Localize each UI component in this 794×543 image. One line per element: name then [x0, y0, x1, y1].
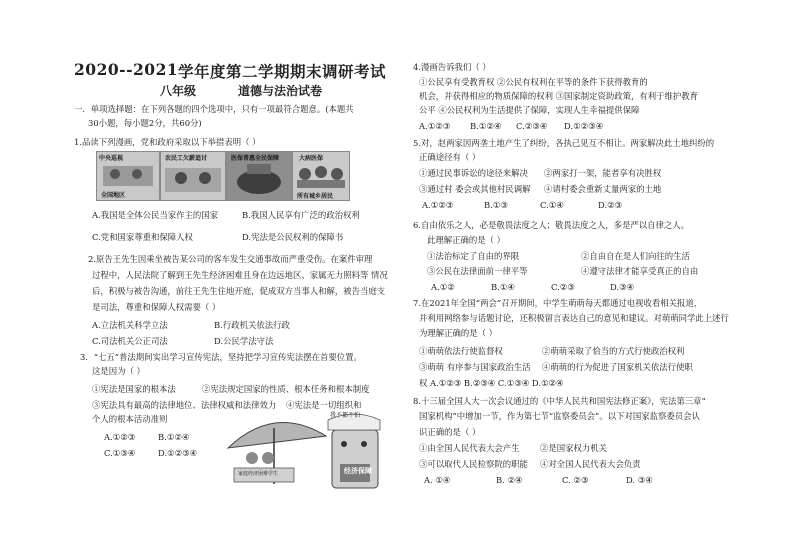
q7-option-3: ③萌萌 有序参与国家政治生活: [419, 362, 531, 372]
q1-cartoon-2: [160, 151, 226, 201]
q1-cartoon-3-caption: 医保普惠全民保障: [231, 155, 280, 162]
q5-option-3: ③通过村 委会或其他村民调解: [419, 184, 531, 194]
q5-choice-a: A.①②③: [422, 200, 454, 210]
exam-year: 2020--2021: [74, 60, 179, 79]
q7-line-3: 为理解正确的是（ ）: [419, 328, 498, 338]
q6-choice-a: A.①②: [431, 282, 455, 292]
q1-option-d: D.宪法是公民权利的保障书: [242, 232, 344, 242]
q8-choice-b: B. ②④: [496, 475, 523, 485]
q3-choice-d: D.①②③④: [158, 448, 198, 458]
q8-line-1: 8.十三届全国人大一次会议通过的《中华人民共和国宪法修正案》，宪法第三章“: [413, 396, 706, 406]
q8-choice-a: A. ①④: [424, 475, 451, 485]
q1-cartoon-1: [96, 151, 160, 201]
q8-line-2: 国家机构”中增加一节，作为第七节“监察委员会”。以下对国家监察委员会认: [419, 411, 700, 421]
q1-cartoon-4-subcaption: 所有城乡居民: [297, 193, 334, 200]
q7-choices: 权 A.①②③ B.②③④ C.①③④ D.①②④: [419, 378, 564, 388]
q7-line-1: 7.在2021年全国“两会”召开期间，中学生萌萌每天都通过电视收看相关报道，: [413, 298, 703, 308]
q3-option-1: ①宪法是国家的根本法: [92, 384, 176, 394]
q3-cartoon-shield: 经济保障: [344, 466, 372, 475]
q3-cartoon-label: 家庭经济困难学生: [238, 471, 279, 477]
instructions-line-2: 30小题，每小题2分，共60分): [88, 118, 202, 128]
q3-choice-c: C.①③④: [104, 448, 136, 458]
q8-option-3: ③可以取代人民检察院的职能: [419, 459, 528, 469]
q1-stem: 1.品读下列漫画，党和政府采取以下举措表明（ ）: [74, 137, 261, 147]
q4-choice-c: C.②③④: [516, 121, 548, 131]
q6-choice-c: C.②③: [551, 282, 575, 292]
umbrella-cartoon-icon: [222, 408, 388, 496]
workers-illustration-icon: [161, 152, 225, 200]
q4-stem: 4.漫画告诉我们（ ）: [413, 62, 491, 72]
q6-option-4: ④遵守法律才能享受真正的自由: [581, 266, 699, 276]
q1-cartoon-1-caption: 中央巡视: [99, 155, 124, 162]
q4-line-2: 机会，并获得相应的物质保障的权利 ③国家制定资助政策，有利于维护教育: [419, 91, 699, 101]
q1-cartoon-2-caption: 农民工欠薪追讨: [165, 155, 208, 162]
q8-option-4: ④对全国人民代表大会负责: [540, 459, 641, 469]
q3-option-2: ②宪法规定国家的性质、根本任务和根本制度: [202, 384, 370, 394]
q6-option-2: ②自由自在是人们向往的生活: [581, 251, 690, 261]
q2-option-a: A.立法机关科学立法: [92, 320, 168, 330]
q2-option-b: B.行政机关依法行政: [214, 320, 290, 330]
instructions-line-1: 一．单项选择题：在下列各题的四个选项中，只有一项最符合题意。(本题共: [74, 104, 354, 114]
q1-cartoon-3: [226, 151, 292, 201]
q5-choice-d: D.②③: [598, 200, 623, 210]
q3-option-4: ④宪法是一切组织和: [286, 400, 362, 410]
q3-option-3: ③宪法具有最高的法律地位、法律权威和法律效力: [92, 400, 277, 410]
q1-option-b: B.我国人民享有广泛的政治权利: [242, 210, 360, 220]
q5-line-2: 正确途径有（ ）: [419, 152, 481, 162]
q7-option-1: ①萌萌依法行使监督权: [419, 346, 503, 356]
q8-choice-c: C. ②③: [562, 475, 589, 485]
q8-option-2: ②是国家权力机关: [540, 443, 607, 453]
q2-line-1: 2.原告王先生因乘坐被告某公司的客车发生交通事故而严重受伤。在案件审理: [88, 254, 373, 264]
q3-choice-a: A.①②③: [104, 432, 136, 442]
q5-option-1: ①通过民事诉讼的途径来解决: [419, 168, 528, 178]
exam-title: 学年度第二学期期末调研考试: [178, 62, 387, 81]
q4-line-1: ①公民享有受教育权 ②公民有权利在平等的条件下获得教育的: [419, 77, 648, 87]
q7-option-2: ②萌萌采取了恰当的方式行使政治权利: [542, 346, 685, 356]
q5-choice-c: C.①④: [540, 200, 564, 210]
q4-line-3: 公平 ④公民权利为生活提供了保障，实现人生幸福提供保障: [419, 105, 640, 115]
q2-line-2: 过程中，人民法院了解到王先生经济困难且身在边远地区、家属无力照料等 情况: [92, 270, 388, 280]
q2-option-c: C.司法机关公正司法: [92, 336, 168, 346]
q8-choice-d: D. ③④: [626, 475, 653, 485]
q3-choice-b: B.①②④: [158, 432, 190, 442]
subject-label: 道德与法治试卷: [238, 84, 323, 98]
q7-line-2: 并利用网络参与话题讨论，还积极留言表达自己的意见和建议。对萌萌同学此上述行: [419, 313, 729, 323]
q5-line-1: 5.对，赵两家因两垄土地产生了纠纷，各执己见互不相让。两家解决此土地纠纷的: [413, 138, 715, 148]
q3-line-2: 这是因为（ ）: [92, 366, 145, 376]
q5-option-2: ②两家打一架，能者享有决胜权: [544, 168, 662, 178]
q5-choice-b: B.①③: [484, 200, 508, 210]
q1-cartoon-4-caption: 大病医保: [299, 155, 324, 162]
q2-line-4: 是司法，尊重和保障人权需要（ ）: [92, 302, 221, 312]
q3-option-4-cont: 个人的根本活动准则: [92, 414, 168, 424]
q8-option-1: ①由全国人民代表大会产生: [419, 443, 520, 453]
hand-illustration-icon: [227, 152, 291, 200]
q1-option-c: C.党和国家尊重和保障人权: [92, 232, 193, 242]
q2-option-d: D.公民学法守法: [214, 336, 274, 346]
q8-line-3: 识正确的是（ ）: [419, 427, 481, 437]
q2-line-3: 后，积极与被告沟通，前往王先生住地开庭，促成双方当事人和解，被告当庭支: [92, 286, 386, 296]
q6-choice-b: B.①④: [491, 282, 515, 292]
q6-option-3: ③公民在法律面前一律平等: [427, 266, 528, 276]
q3-cartoon-bubble: 我不都不怕: [330, 412, 361, 419]
q4-choice-a: A.①②③: [419, 121, 451, 131]
q6-line-2: 此理解正确的是（ ）: [427, 235, 506, 245]
q3-line-1: 3．“七五”普法期间实出学习宣传宪法，坚持把学习宣传宪法摆在首要位置。: [80, 352, 362, 362]
grade-label: 八年级: [160, 84, 197, 98]
q1-option-a: A.我国是全体公民当家作主的国家: [92, 210, 218, 220]
q4-choice-b: B.①②④: [470, 121, 502, 131]
q5-option-4: ④请村委会重新丈量两家的土地: [544, 184, 662, 194]
q1-cartoon-1-subcaption: 全国地区: [101, 192, 126, 199]
q6-choice-d: D.③④: [610, 282, 635, 292]
q6-line-1: 6.自由依乐之人，必是敬畏法度之人；敬畏法度之人，多是严以自律之人。: [413, 220, 689, 230]
q7-option-4: ④萌萌的行为促进了国家机关依法行使职: [542, 362, 693, 372]
q4-choice-d: D.①②③④: [564, 121, 604, 131]
q1-cartoon-4: [292, 151, 350, 201]
q6-option-1: ①法治标定了自由的界限: [427, 251, 520, 261]
